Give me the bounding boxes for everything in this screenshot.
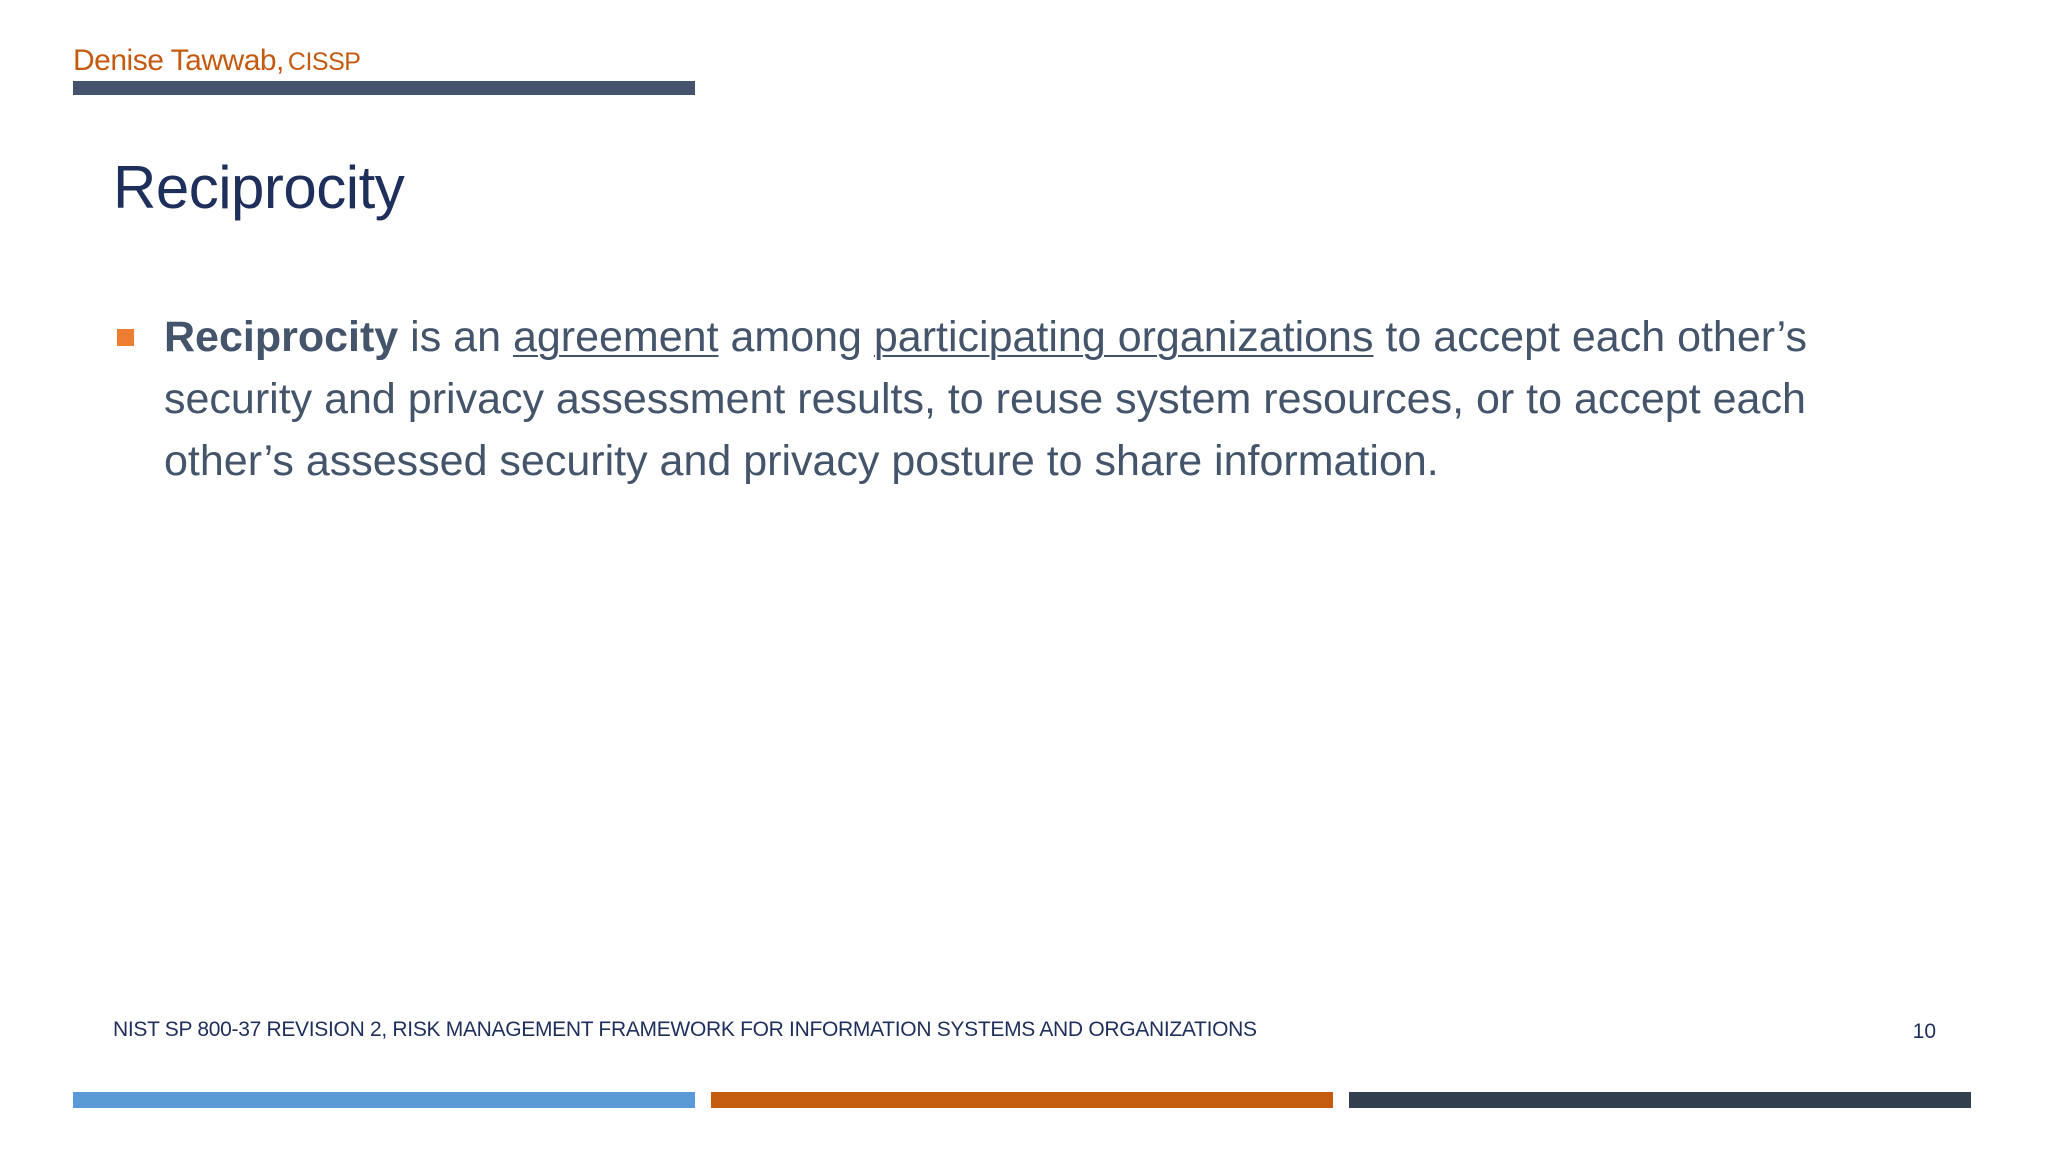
slide-title: Reciprocity — [113, 154, 405, 221]
footer-bar-slate — [1349, 1092, 1971, 1108]
header-divider-bar — [73, 81, 695, 95]
footer-source: NIST SP 800-37 REVISION 2, RISK MANAGEMENT FRAMEWORK FOR INFORMATION SYSTEMS AND ORGANIZATIONS — [113, 1018, 1257, 1041]
bullet-text — [164, 306, 1884, 492]
author-credential: CISSP — [287, 48, 361, 76]
footer-bar-orange — [711, 1092, 1333, 1108]
participating-organizations-link[interactable]: participating organizations — [873, 313, 1374, 361]
square-bullet-icon — [117, 329, 134, 346]
author-label — [73, 44, 360, 78]
bullet-text-part-3: to accept each other’s security and privacy assessment results, to reuse system resources, or to accept each other’s assessed security and privacy posture to share information. — [164, 313, 1807, 485]
agreement-link[interactable]: agreement — [512, 313, 719, 361]
author-name: Denise Tawwab, — [73, 44, 284, 77]
page-number: 10 — [1912, 1020, 1936, 1043]
bullet-term: Reciprocity — [164, 313, 399, 361]
footer-bar-blue — [73, 1092, 695, 1108]
bullet-text-part-1: is an — [398, 313, 513, 361]
bullet-text-part-2: among — [718, 313, 874, 361]
